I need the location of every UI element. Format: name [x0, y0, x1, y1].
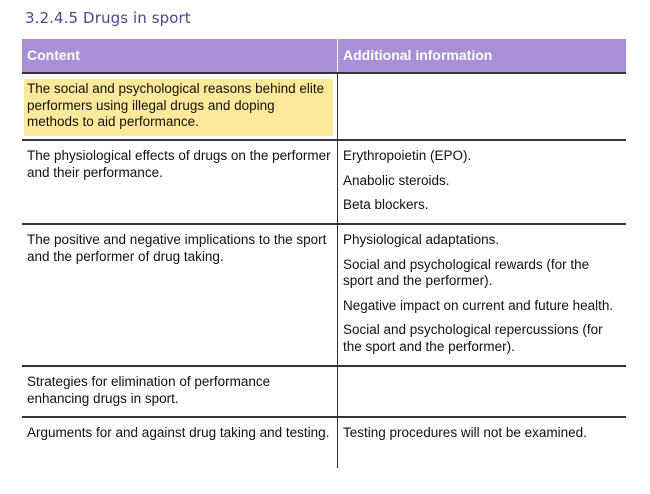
table-row	[22, 141, 626, 225]
info-item: Physiological adaptations.	[343, 232, 500, 247]
additional-info-cell	[338, 418, 626, 468]
column-header-additional-information: Additional information	[343, 47, 493, 63]
column-header-content: Content	[22, 39, 338, 72]
additional-info-cell	[338, 225, 626, 365]
additional-info-cell	[338, 141, 626, 223]
table-row	[22, 225, 626, 367]
spec-table	[22, 39, 626, 468]
info-item: Anabolic steroids.	[343, 172, 450, 188]
content-cell: The physiological effects of drugs on the performer and their performance.	[22, 141, 338, 223]
table-row	[22, 418, 626, 468]
content-cell	[22, 74, 338, 139]
additional-info-cell	[338, 367, 626, 416]
content-cell: Arguments for and against drug taking and testing.	[22, 418, 338, 468]
info-item: Erythropoietin (EPO).	[343, 148, 472, 163]
info-item: Social and psychological repercussions (for the sport and the performer).	[343, 322, 603, 354]
content-cell: Strategies for elimination of performance enhancing drugs in sport.	[22, 367, 338, 416]
info-item: Beta blockers.	[343, 197, 429, 212]
table-row	[22, 367, 626, 418]
table-header-row	[22, 39, 626, 74]
content-cell: The positive and negative implications to the sport and the performer of drug taking.	[22, 225, 338, 365]
info-item: Testing procedures will not be examined.	[343, 425, 587, 440]
highlighted-text: The social and psychological reasons behind elite performers using illegal drugs and doping methods to aid performance.	[24, 79, 333, 136]
additional-info-cell	[338, 74, 626, 139]
section-title: 3.2.4.5 Drugs in sport	[25, 9, 191, 27]
info-item: Negative impact on current and future health.	[343, 297, 614, 313]
table-row	[22, 74, 626, 141]
info-item: Social and psychological rewards (for the sport and the performer).	[343, 256, 590, 288]
